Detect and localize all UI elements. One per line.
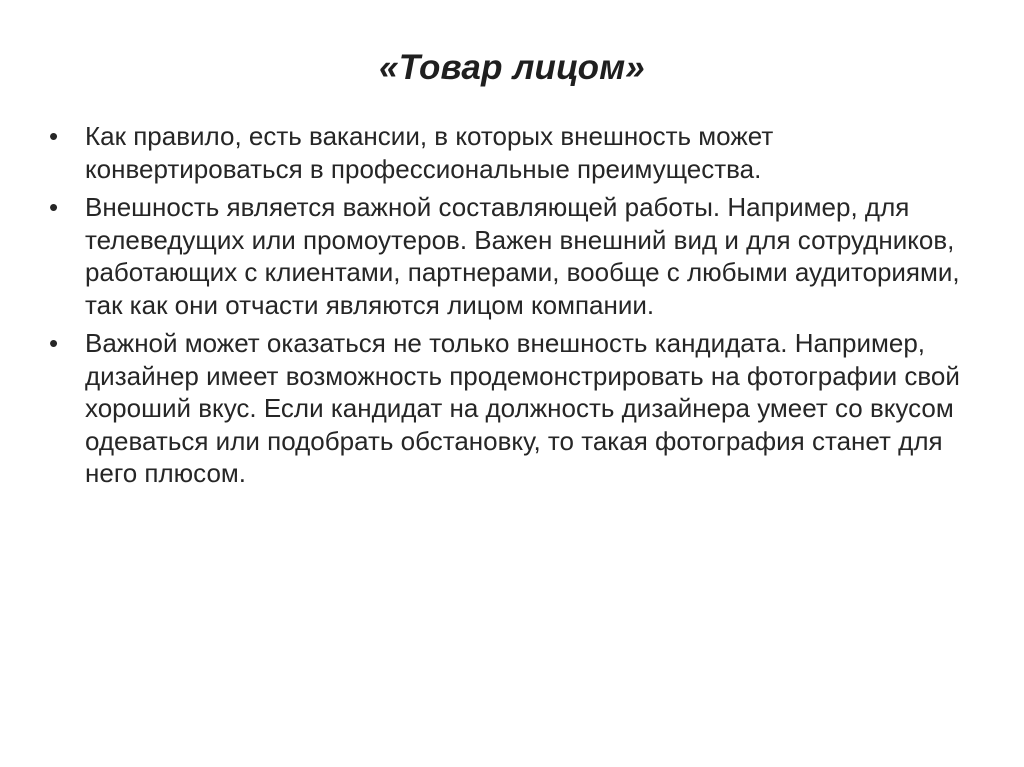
bullet-marker: •: [49, 328, 59, 358]
bullet-text: Важной может оказаться не только внешность кандидата. Например, дизайнер имеет возможность продемонстрировать на фотографии свой хороший вкус. Если кандидат на должность дизайнера умеет со вкусом одеваться или подобрать обстановку, то такая фотография станет для него плюсом.: [85, 328, 960, 488]
bullet-marker: •: [49, 192, 59, 222]
bullet-list: [47, 120, 997, 496]
bullet-item: [47, 327, 997, 490]
bullet-item: [47, 191, 997, 321]
slide-title: «Товар лицом»: [379, 48, 645, 87]
bullet-text: Внешность является важной составляющей работы. Например, для телеведущих или промоутеров. Важен внешний вид и для сотрудников, работающих с клиентами, партнерами, вообще с любыми аудиториями, так как они отчасти являются лицом компании.: [85, 192, 960, 320]
bullet-item: [47, 120, 997, 185]
bullet-text: Как правило, есть вакансии, в которых внешность может конвертироваться в профессиональные преимущества.: [85, 121, 774, 184]
bullet-marker: •: [49, 121, 59, 151]
